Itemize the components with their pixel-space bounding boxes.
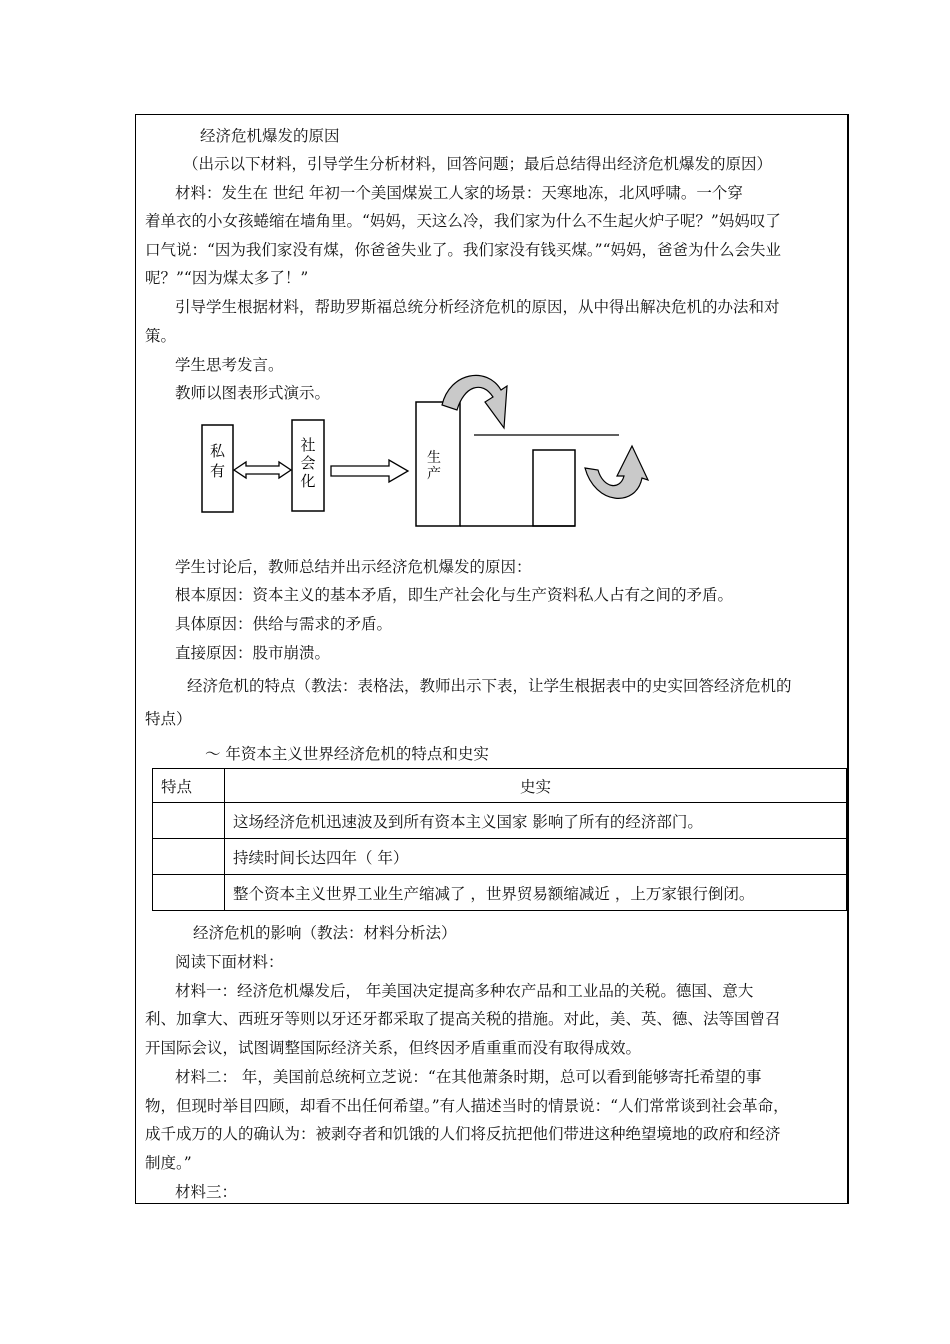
section2-title-2: 特点） xyxy=(145,710,192,728)
private-box-char-2: 有 xyxy=(209,462,226,480)
fact-cell: 整个资本主义世界工业生产缩减了 ，世界贸易额缩减近 ，上万家银行倒闭。 xyxy=(225,875,847,911)
production-char-1: 生 xyxy=(427,450,441,466)
material-line-2: 着单衣的小女孩蜷缩在墙角里。“妈妈，天这么冷，我们家为什么不生起火炉子呢？”妈妈叹了 xyxy=(145,212,781,230)
read-line: 阅读下面材料： xyxy=(175,953,284,971)
guide-line-2: 策。 xyxy=(145,327,177,345)
feature-cell xyxy=(153,803,225,839)
facts-table xyxy=(152,768,847,911)
student-line: 学生思考发言。 xyxy=(175,356,284,374)
table-row xyxy=(153,839,847,875)
summary-intro: 学生讨论后，教师总结并出示经济危机爆发的原因： xyxy=(175,558,532,576)
summary-direct: 直接原因：股市崩溃。 xyxy=(175,644,331,662)
summary-specific: 具体原因：供给与需求的矛盾。 xyxy=(175,615,393,633)
feature-cell xyxy=(153,839,225,875)
social-box-char-2: 会 xyxy=(300,454,316,472)
private-box-char-1: 私 xyxy=(209,442,226,460)
m2-line-3: 成千成万的人的确认为：被剥夺者和饥饿的人们将反抗把他们带进这种绝望境地的政府和经济 xyxy=(145,1125,781,1143)
feature-cell xyxy=(153,875,225,911)
m2-line-4: 制度。” xyxy=(145,1154,192,1172)
material-line-3: 口气说：“因为我们家没有煤，你爸爸失业了。我们家没有钱买煤。”“妈妈，爸爸为什么会失业 xyxy=(145,241,782,259)
table-caption: ～ 年资本主义世界经济危机的特点和史实 xyxy=(205,745,489,763)
m1-line-2: 利、加拿大、西班牙等则以牙还牙都采取了提高关税的措施。对此，美、英、德、法等国曾召 xyxy=(145,1010,781,1028)
section1-title: 经济危机爆发的原因 xyxy=(200,127,340,145)
production-char-2: 产 xyxy=(427,466,441,482)
material-line-1: 材料：发生在 世纪 年初一个美国煤炭工人家的场景：天寒地冻，北风呼啸。一个穿 xyxy=(175,184,743,202)
section1-instruction: （出示以下材料，引导学生分析材料，回答问题；最后总结得出经济危机爆发的原因） xyxy=(183,155,773,173)
table-row xyxy=(153,875,847,911)
summary-root: 根本原因：资本主义的基本矛盾，即生产社会化与生产资料私人占有之间的矛盾。 xyxy=(175,586,734,604)
fact-cell: 这场经济危机迅速波及到所有资本主义国家 影响了所有的经济部门。 xyxy=(225,803,847,839)
m1-line-1: 材料一：经济危机爆发后， 年美国决定提高多种农产品和工业品的关税。德国、意大 xyxy=(175,982,754,1000)
m2-line-1: 材料二： 年，美国前总统柯立芝说：“在其他萧条时期，总可以看到能够寄托希望的事 xyxy=(175,1068,762,1086)
m1-line-3: 开国际会议，试图调整国际经济关系，但终因矛盾重重而没有取得成效。 xyxy=(145,1039,642,1057)
teacher-demo-line: 教师以图表形式演示。 xyxy=(175,384,331,402)
social-box-char-3: 化 xyxy=(300,472,316,490)
guide-line-1: 引导学生根据材料，帮助罗斯福总统分析经济危机的原因，从中得出解决危机的办法和对 xyxy=(175,298,780,316)
m2-line-2: 物，但现时举目四顾，却看不出任何希望。”有人描述当时的情景说：“人们常常谈到社会革命， xyxy=(145,1097,789,1115)
header-feature: 特点 xyxy=(153,769,225,803)
header-facts: 史实 xyxy=(225,769,847,803)
section2-title-1: 经济危机的特点（教法：表格法，教师出示下表，让学生根据表中的史实回答经济危机的 xyxy=(187,677,792,695)
fact-cell: 持续时间长达四年（ 年） xyxy=(225,839,847,875)
m3-line: 材料三： xyxy=(175,1183,238,1201)
table-header-row xyxy=(153,769,847,803)
material-line-4: 呢？”“因为煤太多了！” xyxy=(145,269,309,287)
section3-title: 经济危机的影响（教法：材料分析法） xyxy=(193,924,457,942)
social-box-char-1: 社 xyxy=(300,436,316,454)
table-row xyxy=(153,803,847,839)
